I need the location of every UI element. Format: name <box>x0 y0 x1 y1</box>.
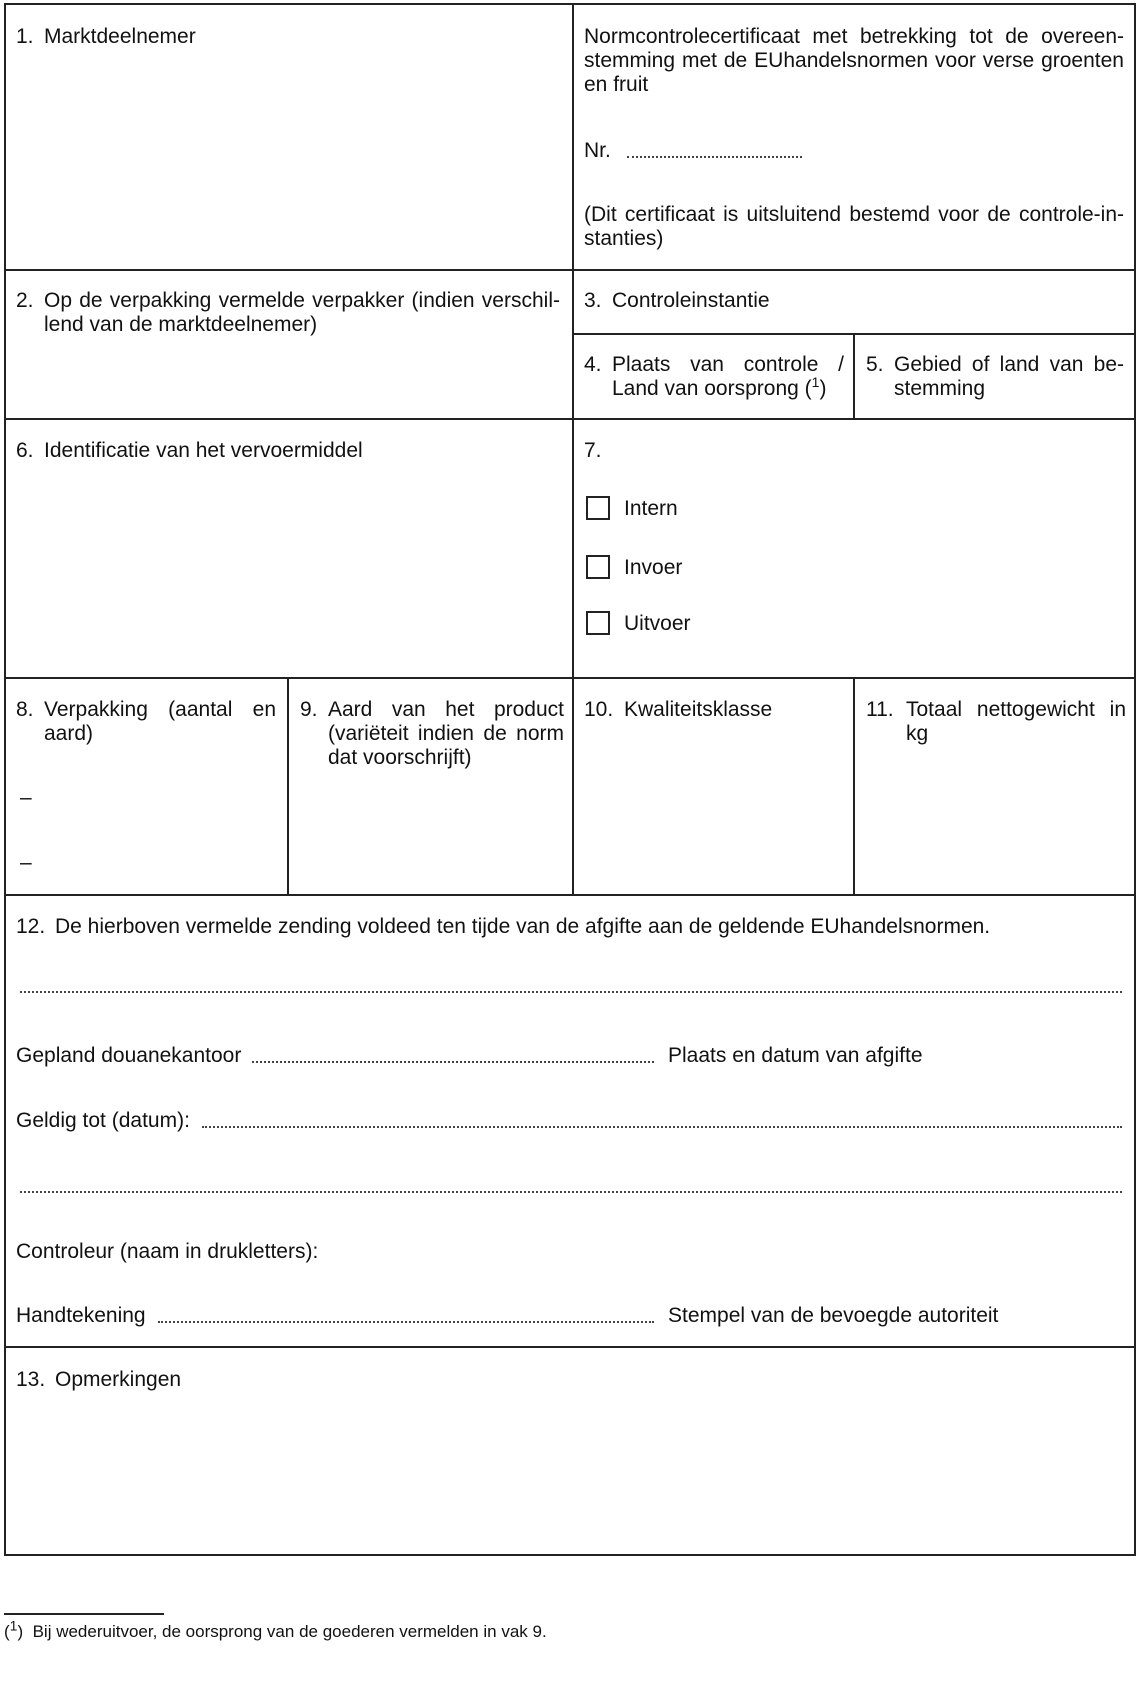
signature-field[interactable] <box>158 1321 654 1323</box>
box-2 <box>16 289 560 337</box>
certificate-number-label: Nr. <box>584 139 611 162</box>
stamp-label: Stempel van de bevoegde autoriteit <box>668 1304 999 1327</box>
box-1-label: Marktdeelnemer <box>44 25 196 48</box>
checkbox-uitvoer[interactable] <box>586 611 610 635</box>
box-8-dash-2: – <box>20 851 32 874</box>
box-9 <box>300 698 564 770</box>
box-6 <box>16 439 363 463</box>
box-5-label: Gebied of land van be-stemming <box>894 353 1124 400</box>
inspector-label: Controleur (naam in drukletters): <box>16 1240 319 1263</box>
box-8 <box>16 698 276 746</box>
box-13-number: 13. <box>16 1368 46 1391</box>
valid-until-field[interactable] <box>202 1126 1122 1128</box>
box-7-number: 7. <box>584 439 602 462</box>
box-9-label: Aard van het product (variëteit indien de norm dat voorschrijft) <box>328 698 564 769</box>
box-4-number: 4. <box>584 353 602 376</box>
box-12-number: 12. <box>16 915 46 938</box>
box-4 <box>584 353 844 401</box>
box-3 <box>584 289 770 313</box>
box-8-number: 8. <box>16 698 34 721</box>
box-3-label: Controleinstantie <box>612 289 770 312</box>
box-10 <box>584 698 772 722</box>
box-8-dash-1: – <box>20 786 32 809</box>
customs-office-field[interactable] <box>252 1061 654 1063</box>
box-11 <box>866 698 1126 746</box>
box-10-label: Kwaliteitsklasse <box>624 698 773 721</box>
box-1 <box>16 25 196 49</box>
box-11-label: Totaal nettogewicht in kg <box>906 698 1126 745</box>
checkbox-intern-label: Intern <box>624 497 678 520</box>
box-9-number: 9. <box>300 698 318 721</box>
checkbox-invoer-label: Invoer <box>624 556 683 579</box>
valid-until-label: Geldig tot (datum): <box>16 1109 190 1132</box>
checkbox-uitvoer-label: Uitvoer <box>624 612 691 635</box>
box-4-label: Plaats van controle / Land van oorsprong ($^1$) <box>612 353 844 400</box>
checkbox-intern[interactable] <box>586 496 610 520</box>
certificate-number-field[interactable] <box>627 156 802 158</box>
footnote-text: Bij wederuitvoer, de oorsprong van de goederen vermelden in vak 9. <box>32 1622 547 1641</box>
box-5-number: 5. <box>866 353 884 376</box>
additional-blank-line[interactable] <box>20 1191 1122 1193</box>
box-2-number: 2. <box>16 289 34 312</box>
box-5 <box>866 353 1124 401</box>
certificate-note: (Dit certificaat is uitsluitend bestemd voor de controle-in-stanties) <box>584 203 1124 250</box>
footnote-ref: 1 <box>811 374 820 390</box>
statement-blank-line[interactable] <box>20 991 1122 993</box>
certificate-title: Normcontrolecertificaat met betrekking tot de overeen-stemming met de EUhandelsnormen voor verse groenten en fruit <box>584 25 1124 96</box>
signature-label: Handtekening <box>16 1304 146 1327</box>
checkbox-invoer[interactable] <box>586 555 610 579</box>
footnote-marker: 1 <box>9 1617 18 1634</box>
place-date-label: Plaats en datum van afgifte <box>668 1044 923 1067</box>
box-13-label: Opmerkingen <box>55 1368 182 1391</box>
box-10-number: 10. <box>584 698 614 721</box>
certificate-form <box>4 3 1136 1556</box>
box-11-number: 11. <box>866 698 894 721</box>
customs-office-label: Gepland douanekantoor <box>16 1044 242 1067</box>
box-3-number: 3. <box>584 289 602 312</box>
footnote: ($^1$) Bij wederuitvoer, de oorsprong van de goederen vermelden in vak 9. <box>4 1617 547 1641</box>
box-1-number: 1. <box>16 25 34 48</box>
box-2-label: Op de verpakking vermelde verpakker (indien verschil-lend van de marktdeelnemer) <box>44 289 560 336</box>
box-12-statement: De hierboven vermelde zending voldeed ten tijde van de afgifte aan de geldende EUhandelsnormen. <box>55 915 991 938</box>
box-8-label: Verpakking (aantal en aard) <box>44 698 276 745</box>
box-6-label: Identificatie van het vervoermiddel <box>44 439 363 462</box>
footnote-separator <box>4 1613 164 1615</box>
box-6-number: 6. <box>16 439 34 462</box>
